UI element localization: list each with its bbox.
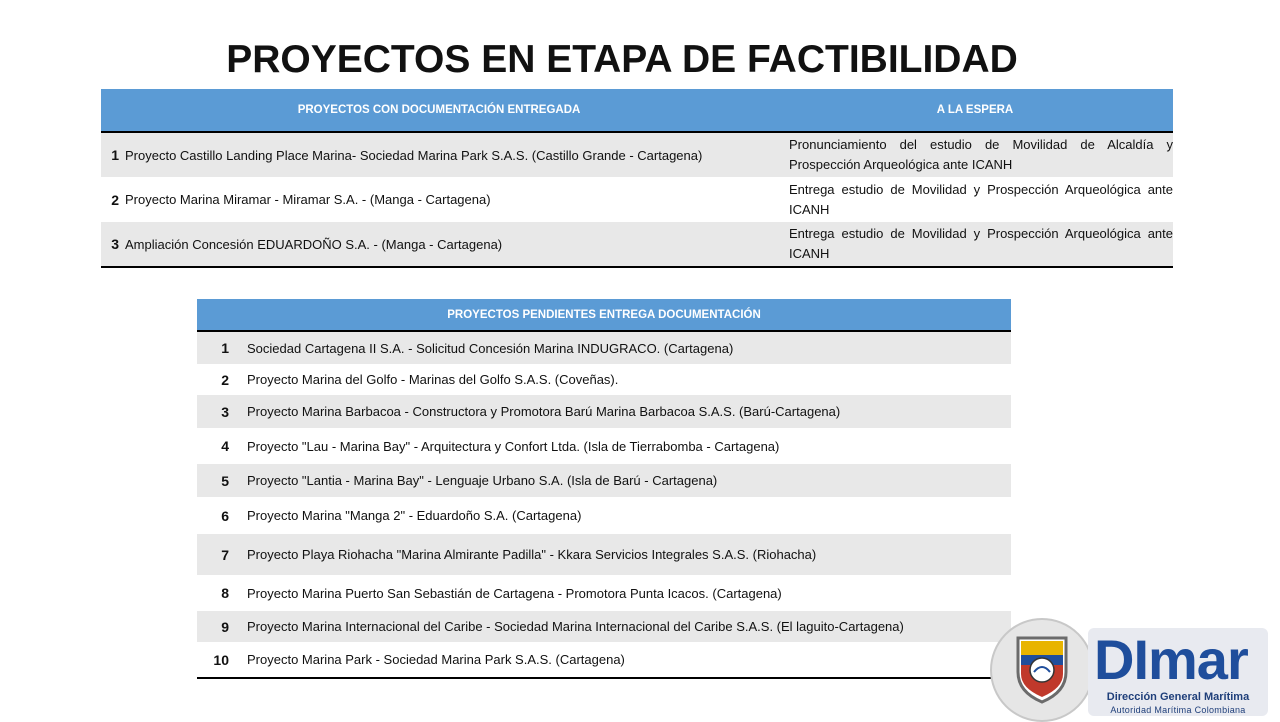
table-row xyxy=(197,497,1011,534)
waiting-status: Entrega estudio de Movilidad y Prospección Arqueológica ante ICANH xyxy=(777,177,1173,222)
table-row xyxy=(197,534,1011,575)
project-name: Proyecto "Lantia - Marina Bay" - Lenguaje Urbano S.A. (Isla de Barú - Cartagena) xyxy=(235,464,1011,497)
row-number: 4 xyxy=(197,428,235,464)
project-name: Proyecto Marina Miramar - Miramar S.A. - (Manga - Cartagena) xyxy=(125,177,777,222)
row-number: 2 xyxy=(101,177,125,222)
table-row xyxy=(101,132,1173,177)
table-row xyxy=(197,642,1011,678)
project-name: Proyecto Marina Park - Sociedad Marina Park S.A.S. (Cartagena) xyxy=(235,642,1011,678)
header-submitted: PROYECTOS CON DOCUMENTACIÓN ENTREGADA xyxy=(101,89,777,132)
project-name: Proyecto Marina del Golfo - Marinas del Golfo S.A.S. (Coveñas). xyxy=(235,364,1011,395)
project-name: Proyecto Marina Internacional del Caribe - Sociedad Marina Internacional del Caribe S.A.S. (El laguito-Cartagena) xyxy=(235,611,1011,642)
row-number: 2 xyxy=(197,364,235,395)
page-title: PROYECTOS EN ETAPA DE FACTIBILIDAD xyxy=(226,38,1018,81)
row-number: 7 xyxy=(197,534,235,575)
pending-projects-table xyxy=(197,299,1011,679)
row-number: 5 xyxy=(197,464,235,497)
waiting-status: Pronunciamiento del estudio de Movilidad de Alcaldía y Prospección Arqueológica ante ICANH xyxy=(777,132,1173,177)
row-number: 1 xyxy=(101,132,125,177)
header-pending: PROYECTOS PENDIENTES ENTREGA DOCUMENTACIÓN xyxy=(197,299,1011,331)
table-row xyxy=(197,464,1011,497)
row-number: 8 xyxy=(197,575,235,611)
table-row xyxy=(197,395,1011,428)
project-name: Proyecto Marina Barbacoa - Constructora y Promotora Barú Marina Barbacoa S.A.S. (Barú-Cartagena) xyxy=(235,395,1011,428)
project-name: Sociedad Cartagena II S.A. - Solicitud Concesión Marina INDUGRACO. (Cartagena) xyxy=(235,331,1011,364)
project-name: Proyecto Playa Riohacha "Marina Almirante Padilla" - Kkara Servicios Integrales S.A.S. (Riohacha) xyxy=(235,534,1011,575)
project-name: Ampliación Concesión EDUARDOÑO S.A. - (Manga - Cartagena) xyxy=(125,222,777,267)
row-number: 1 xyxy=(197,331,235,364)
table-row xyxy=(197,364,1011,395)
dimar-logo xyxy=(990,618,1280,720)
logo-emblem xyxy=(990,618,1094,722)
logo-wordmark-box xyxy=(1088,628,1268,716)
row-number: 10 xyxy=(197,642,235,678)
project-name: Proyecto Marina "Manga 2" - Eduardoño S.A. (Cartagena) xyxy=(235,497,1011,534)
dimar-shield-icon xyxy=(1014,632,1070,704)
row-number: 3 xyxy=(101,222,125,267)
submitted-projects-table xyxy=(101,89,1173,268)
row-number: 6 xyxy=(197,497,235,534)
table-row xyxy=(197,331,1011,364)
project-name: Proyecto Castillo Landing Place Marina- Sociedad Marina Park S.A.S. (Castillo Grande - Cartagena) xyxy=(125,132,777,177)
logo-tagline: Autoridad Marítima Colombiana xyxy=(1110,705,1246,715)
waiting-status: Entrega estudio de Movilidad y Prospección Arqueológica ante ICANH xyxy=(777,222,1173,267)
header-waiting: A LA ESPERA xyxy=(777,89,1173,132)
table-row xyxy=(101,222,1173,267)
project-name: Proyecto Marina Puerto San Sebastián de Cartagena - Promotora Punta Icacos. (Cartagena) xyxy=(235,575,1011,611)
project-name: Proyecto "Lau - Marina Bay" - Arquitectura y Confort Ltda. (Isla de Tierrabomba - Cartagena) xyxy=(235,428,1011,464)
table-row xyxy=(197,611,1011,642)
table-row xyxy=(197,575,1011,611)
row-number: 9 xyxy=(197,611,235,642)
table-row xyxy=(101,177,1173,222)
table-row xyxy=(197,428,1011,464)
logo-wordmark: DImar xyxy=(1094,628,1248,691)
row-number: 3 xyxy=(197,395,235,428)
logo-subtitle: Dirección General Marítima xyxy=(1106,691,1250,703)
